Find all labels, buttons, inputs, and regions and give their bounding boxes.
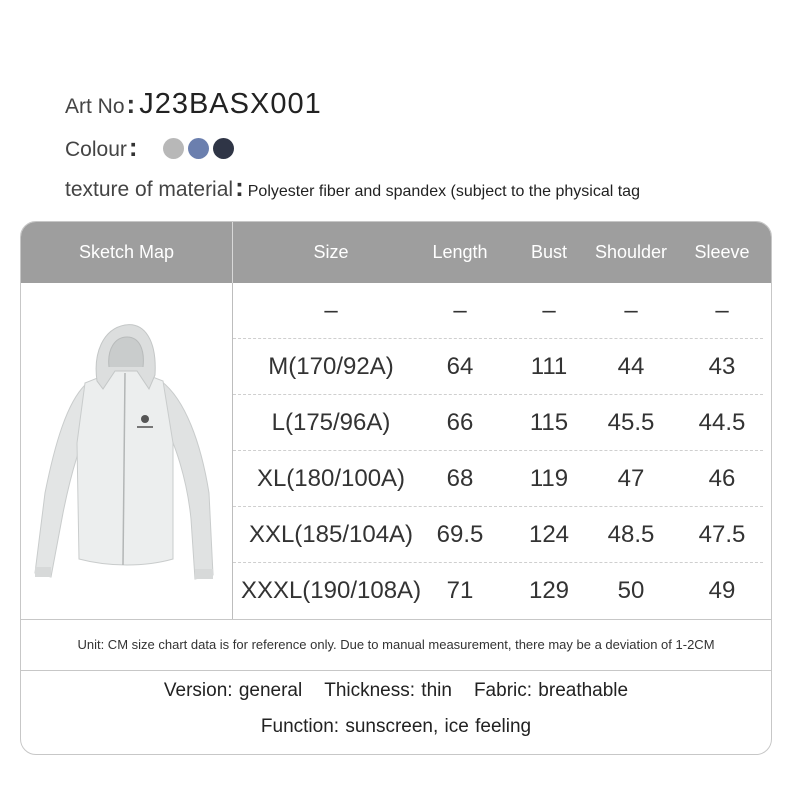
- bust-cell: 119: [529, 465, 569, 492]
- header-length: Length: [432, 242, 488, 262]
- table-row: [233, 395, 763, 451]
- size-chart-card: [20, 221, 772, 755]
- size-cell: L(175/96A): [271, 409, 391, 436]
- shoulder-cell: 45.5: [607, 409, 655, 436]
- header-sleeve: Sleeve: [694, 242, 750, 262]
- shoulder-cell: –: [624, 297, 638, 324]
- table-row: [233, 339, 763, 395]
- table-row: [233, 451, 763, 507]
- features-line-2: [21, 716, 771, 738]
- art-number-value: J23BASX001: [139, 88, 322, 120]
- features-line-1: [21, 680, 771, 702]
- colour-swatches: [163, 138, 238, 159]
- art-number-line: [65, 88, 322, 121]
- sketch-map-cell: [21, 283, 233, 619]
- bust-cell: 124: [528, 521, 570, 548]
- table-row: [233, 507, 763, 563]
- material-colon: :: [235, 172, 244, 202]
- size-cell: XXL(185/104A): [248, 521, 414, 548]
- colour-line: [65, 132, 142, 163]
- shoulder-cell: 47: [617, 465, 645, 492]
- size-cell: –: [324, 297, 338, 324]
- colour-swatch-navy: [213, 138, 234, 159]
- length-cell: –: [453, 297, 467, 324]
- table-row: [233, 563, 763, 619]
- bust-cell: –: [542, 297, 556, 324]
- art-number-colon: :: [126, 89, 136, 119]
- material-label: texture of material: [65, 178, 234, 201]
- jacket-sketch-image: [33, 323, 219, 583]
- measurement-note: Unit: CM size chart data is for reference only. Due to manual measurement, there may be a deviation of 1-2CM: [77, 637, 715, 652]
- header-shoulder: Shoulder: [594, 242, 668, 262]
- size-cell: XXXL(190/108A): [240, 577, 422, 604]
- bust-cell: 111: [530, 353, 568, 380]
- length-cell: 68: [446, 465, 474, 492]
- header-sketch-map: Sketch Map: [78, 242, 175, 262]
- shoulder-cell: 50: [617, 577, 645, 604]
- length-cell: 66: [446, 409, 474, 436]
- length-cell: 71: [446, 577, 474, 604]
- colour-label: Colour: [65, 138, 127, 161]
- sleeve-cell: 43: [708, 353, 736, 380]
- art-number-label: Art No: [65, 95, 125, 118]
- table-row: [233, 283, 763, 339]
- material-line: [65, 172, 640, 203]
- sleeve-cell: 44.5: [698, 409, 746, 436]
- bust-cell: 129: [528, 577, 570, 604]
- length-cell: 64: [446, 353, 474, 380]
- header-bust: Bust: [530, 242, 568, 262]
- function-text: Function: sunscreen, ice feeling: [260, 716, 532, 737]
- shoulder-cell: 48.5: [607, 521, 655, 548]
- bust-cell: 115: [529, 409, 569, 436]
- fabric-text: Fabric: breathable: [473, 680, 629, 701]
- table-header: [21, 222, 771, 283]
- size-cell: XL(180/100A): [256, 465, 406, 492]
- colour-colon: :: [128, 132, 138, 162]
- length-cell: 69.5: [436, 521, 484, 548]
- shoulder-cell: 44: [617, 353, 645, 380]
- sleeve-cell: 49: [708, 577, 736, 604]
- thickness-text: Thickness: thin: [324, 680, 452, 701]
- sleeve-cell: –: [715, 297, 729, 324]
- material-value: Polyester fiber and spandex (subject to the physical tag: [247, 183, 640, 200]
- version-text: Version: general: [163, 680, 303, 701]
- colour-swatch-grey: [163, 138, 184, 159]
- size-cell: M(170/92A): [268, 353, 394, 380]
- note-divider: [21, 670, 771, 671]
- sleeve-cell: 47.5: [698, 521, 746, 548]
- header-size: Size: [313, 242, 349, 262]
- colour-swatch-blue: [188, 138, 209, 159]
- sleeve-cell: 46: [708, 465, 736, 492]
